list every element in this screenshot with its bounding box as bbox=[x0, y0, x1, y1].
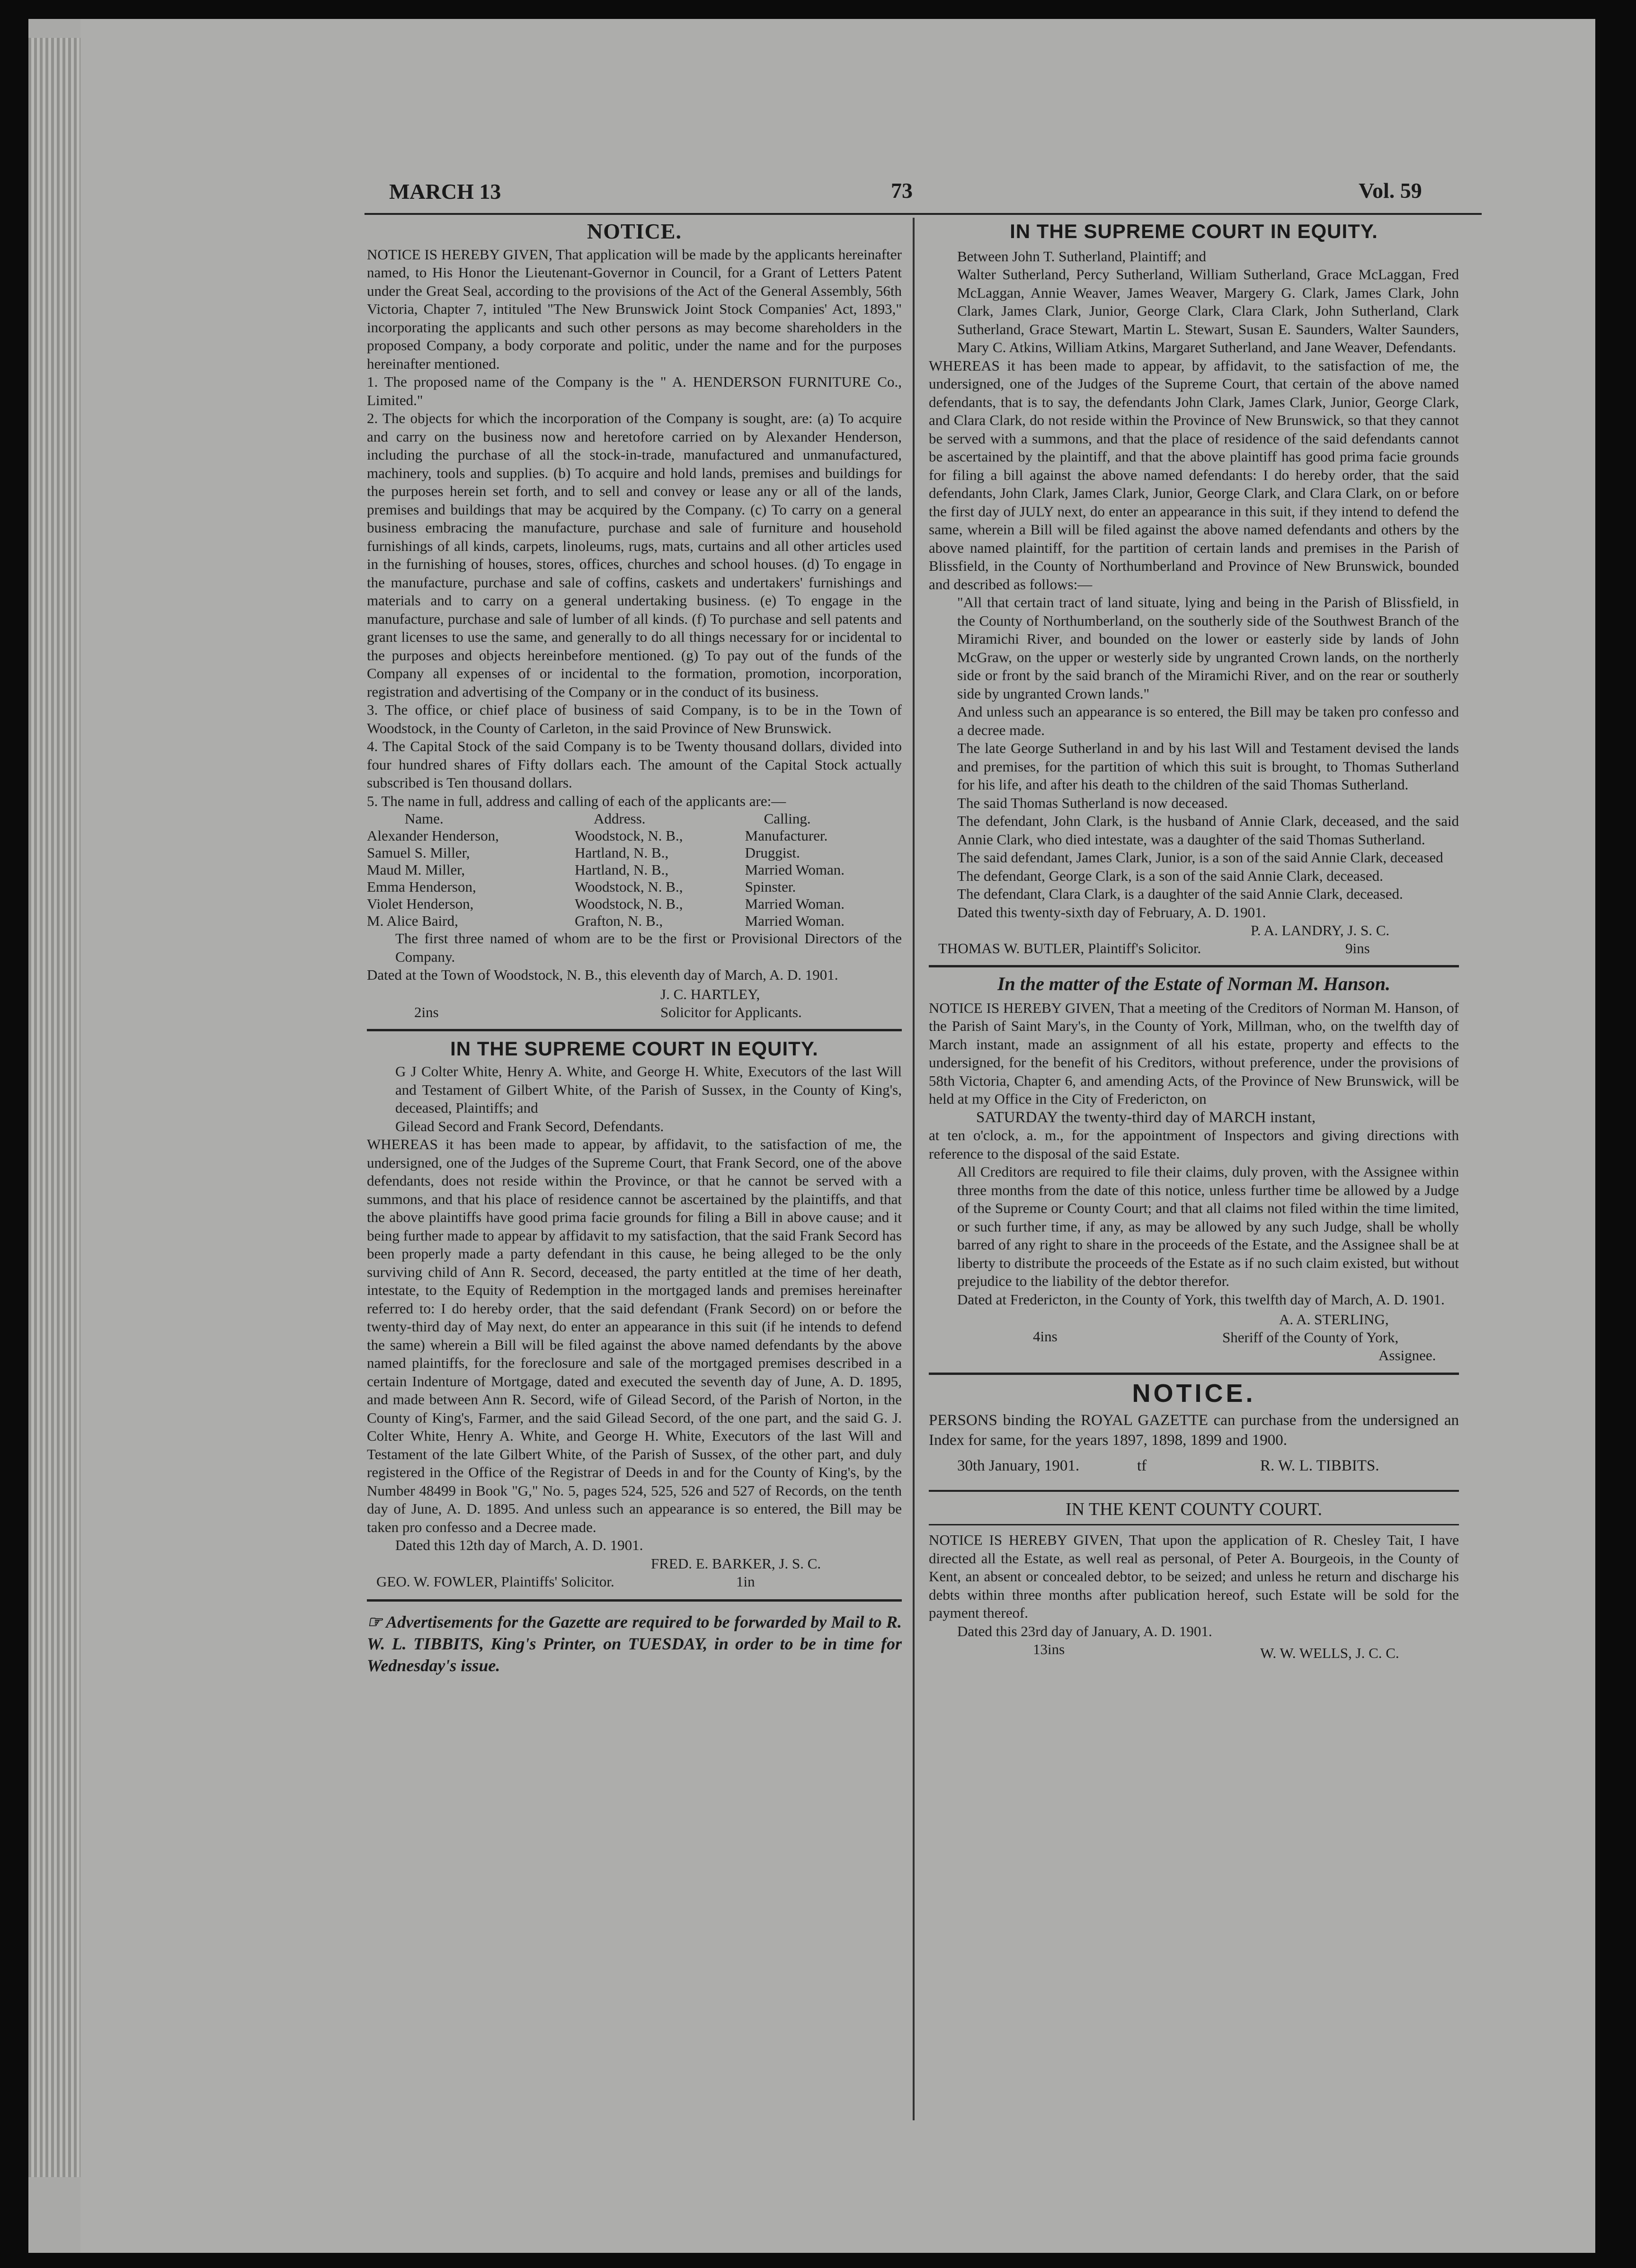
notice-signer-role: Solicitor for Applicants. bbox=[660, 1003, 802, 1020]
applicant-address: Woodstock, N. B., bbox=[575, 895, 683, 912]
applicant-calling: Married Woman. bbox=[745, 913, 845, 929]
applicant-calling: Spinster. bbox=[745, 878, 796, 895]
col-header-address: Address. bbox=[594, 810, 646, 827]
estate-meeting: SATURDAY the twenty-third day of MARCH instant, bbox=[976, 1108, 1316, 1126]
table-row bbox=[367, 827, 902, 844]
index-notice-signature bbox=[929, 1457, 1459, 1485]
section-rule bbox=[929, 1373, 1459, 1375]
left-equity-dated: Dated this 12th day of March, A. D. 1901. bbox=[395, 1537, 643, 1553]
left-equity-defendants: Gilead Secord and Frank Secord, Defendants. bbox=[395, 1117, 664, 1134]
header-page-number: 73 bbox=[891, 178, 913, 203]
left-equity-body: WHEREAS it has been made to appear, by affidavit, to the satisfaction of me, the undersigned, one of the Judges of the Supreme Court, that Frank Secord, one of the above defendants, does not reside within the Province, or that he cannot be served with a summons, and that his place of residence cannot be ascertained by the plaintiffs, and that the above plaintiffs have good prima facie grounds for filing a Bill in above cause; and it being further made to appear by affidavit to my satisfaction, that the said Frank Secord has been properly made a party defendant in this cause, he being alleged to be the only surviving child of Ann R. Secord, deceased, the party entitled at the time of her death, intestate, to the Equity of Redemption in the mortgaged lands and premises hereinafter referred to: I do hereby order, that the said defendant (Frank Secord) on or before the twenty-third day of May next, do enter an appearance in this suit (if he intends to defend the same) wherein a Bill will be filed against the above named defendants by the above named plaintiffs, for the foreclosure and sale of the mortgaged premises described in a certain Indenture of Mortgage, dated and executed the seventh day of June, A. D. 1895, and made between Ann R. Secord, wife of Gilead Secord, of the Parish of Norton, in the County of King's, Farmer, and the said Gilead Secord, of the one part, and the said G. J. Colter White, Henry A. White, and George H. White, Executors of the last Will and Testament of the late Gilbert White, of the Parish of Sussex, of the other part, and duly registered in the Office of the Registrar of Deeds in and for the County of King's, by the Number 48499 in Book "G," No. 5, pages 524, 525, 526 and 527 of Records, on the tenth day of June, A. D. 1895. And unless such an appearance is so entered, the Bill may be taken pro confesso and a Decree made. bbox=[367, 1136, 902, 1535]
right-equity-unless: And unless such an appearance is so entered, the Bill may be taken pro confesso and a decree made. bbox=[957, 703, 1459, 738]
notice-signature-block bbox=[367, 984, 902, 1022]
notice-para-5: 5. The name in full, address and calling of each of the applicants are:— bbox=[367, 792, 786, 809]
applicants-table bbox=[367, 810, 902, 930]
right-equity-judge: P. A. LANDRY, J. S. C. bbox=[1251, 922, 1390, 939]
kent-title: IN THE KENT COUNTY COURT. bbox=[1065, 1499, 1322, 1519]
right-equity-james: The said defendant, James Clark, Junior, is a son of the said Annie Clark, deceased bbox=[957, 849, 1443, 866]
table-row bbox=[367, 913, 902, 930]
right-equity-thomas: The said Thomas Sutherland is now deceased. bbox=[957, 794, 1228, 811]
estate-time: at ten o'clock, a. m., for the appointment of Inspectors and giving directions with reference to the disposal of the said Estate. bbox=[929, 1127, 1459, 1162]
page-stack-edges bbox=[28, 38, 80, 2177]
applicant-name: Violet Henderson, bbox=[367, 895, 474, 912]
applicant-address: Woodstock, N. B., bbox=[575, 878, 683, 895]
table-row bbox=[367, 895, 902, 913]
notice-para-4: 4. The Capital Stock of the said Company is to be Twenty thousand dollars, divided into four hundred shares of Fifty dollars each. The amount of the Capital Stock actually subscribed is Ten thousand dollars. bbox=[367, 738, 902, 791]
pointing-hand-icon: ☞ bbox=[367, 1612, 382, 1631]
left-equity-judge: FRED. E. BARKER, J. S. C. bbox=[651, 1555, 821, 1572]
index-notice-body: PERSONS binding the ROYAL GAZETTE can purchase from the undersigned an Index for same, for the years 1897, 1898, 1899 and 1900. bbox=[929, 1411, 1459, 1449]
notice-intro: NOTICE IS HEREBY GIVEN, That application will be made by the applicants hereinafter named, to His Honor the Lieutenant-Governor in Council, for a Grant of Letters Patent under the Great Seal, according to the provisions of the Act of the General Assembly, 56th Victoria, Chapter 7, intituled "The New Brunswick Joint Stock Companies' Act, 1893," incorporating the applicants and such other persons as may become shareholders in the proposed Company, a body corporate and politic, under the name and for the purposes hereinafter mentioned. bbox=[367, 246, 902, 372]
header-date: MARCH 13 bbox=[389, 179, 501, 204]
applicant-calling: Druggist. bbox=[745, 844, 800, 861]
right-equity-solicitor: THOMAS W. BUTLER, Plaintiff's Solicitor. bbox=[938, 940, 1201, 957]
applicant-name: Samuel S. Miller, bbox=[367, 844, 470, 861]
index-notice-signer: R. W. L. TIBBITS. bbox=[1260, 1457, 1379, 1474]
left-equity-signature bbox=[367, 1555, 902, 1593]
index-notice-date: 30th January, 1901. bbox=[957, 1457, 1080, 1474]
advert-text: Advertisements for the Gazette are required to be forwarded by Mail to R. W. L. TIBBITS, King's Printer, on TUESDAY, in order to be in time for Wednesday's issue. bbox=[367, 1612, 902, 1675]
section-rule bbox=[929, 965, 1459, 967]
applicants-header-row bbox=[367, 810, 902, 827]
header-volume: Vol. 59 bbox=[1359, 178, 1422, 203]
column-divider bbox=[913, 218, 915, 2120]
kent-dated: Dated this 23rd day of January, A. D. 1901. bbox=[957, 1622, 1212, 1639]
applicant-name: Maud M. Miller, bbox=[367, 861, 465, 878]
right-equity-will: The late George Sutherland in and by his last Will and Testament devised the lands and premises, for the partition of which this suit is brought, to Thomas Sutherland for his life, and after his death to the children of the said Thomas Sutherland. bbox=[957, 740, 1459, 793]
left-equity-insertions: 1in bbox=[736, 1573, 755, 1590]
right-column bbox=[929, 222, 1459, 1669]
right-equity-george: The defendant, George Clark, is a son of the said Annie Clark, deceased. bbox=[957, 867, 1383, 884]
applicant-name: Emma Henderson, bbox=[367, 878, 476, 895]
applicant-calling: Married Woman. bbox=[745, 895, 845, 912]
right-equity-body: WHEREAS it has been made to appear, by affidavit, to the satisfaction of me, the undersigned, one of the Judges of the Supreme Court, that certain of the above named defendants, that is to say, the defendants John Clark, James Clark, Junior, George Clark, and Clara Clark, do not reside within the Province of New Brunswick, so that they cannot be served with a summons, and that the place of residence of the said defendants cannot be ascertained by the plaintiff, and that the above plaintiff has good prima facie grounds for filing a bill against the above named defendants: I do hereby order, that the said defendants, John Clark, James Clark, Junior, George Clark, and Clara Clark, on or before the first day of JULY next, do enter an appearance in this suit, if they intend to defend the same, wherein a Bill will be filed against the above named defendants and others by the above named plaintiff, for the partition of certain lands and premises in the Parish of Blissfield, in the County of Northumberland and Province of New Brunswick, bounded and described as follows:— bbox=[929, 357, 1459, 593]
table-row bbox=[367, 861, 902, 878]
section-rule bbox=[367, 1029, 902, 1031]
applicant-address: Woodstock, N. B., bbox=[575, 827, 683, 844]
kent-body: NOTICE IS HEREBY GIVEN, That upon the application of R. Chesley Tait, I have directed all the Estate, as well real as personal, of Peter A. Bourgeois, in the County of Kent, an absent or concealed debtor, to be seized; and unless he return and discharge his debts within three months after publication hereof, such Estate will be sold for the payment thereof. bbox=[929, 1532, 1459, 1621]
applicant-address: Hartland, N. B., bbox=[575, 861, 669, 878]
notice-para-2: 2. The objects for which the incorporation of the Company is sought, are: (a) To acquire and carry on the business now and heretofore carried on by Alexander Henderson, including the purchase of all the stock-in-trade, manufactured and unmanufactured, machinery, tools and supplies. (b) To acquire and hold lands, premises and buildings for the purposes herein set forth, and to sell and convey or lease any or all of the lands, premises and buildings that may be acquired by the Company. (c) To carry on a general business embracing the manufacture, purchase and sale of furniture and household furnishings of all kinds, carpets, linoleums, rugs, mats, curtains and all other articles used in the furnishing of houses, stores, offices, churches and school houses. (d) To engage in the manufacture, purchase and sale of coffins, caskets and undertakers' furnishings and materials and to carry on a general undertaking business. (e) To engage in the manufacture, purchase and sale of lumber of all kinds. (f) To purchase and sell patents and grant licenses to use the same, and generally to do all things necessary for or incidental to the purposes and objects hereinbefore mentioned. (g) To pay out of the funds of the Company all expenses of or incidental to the formation, promotion, incorporation, registration and advertising of the Company or in the conduct of its business. bbox=[367, 410, 902, 700]
col-header-calling: Calling. bbox=[764, 810, 811, 827]
kent-signature bbox=[929, 1640, 1459, 1669]
table-row bbox=[367, 878, 902, 895]
applicant-address: Hartland, N. B., bbox=[575, 844, 669, 861]
section-rule bbox=[929, 1524, 1459, 1525]
right-equity-clara: The defendant, Clara Clark, is a daughter of the said Annie Clark, deceased. bbox=[957, 886, 1403, 902]
estate-title: In the matter of the Estate of Norman M. Hanson. bbox=[997, 973, 1391, 994]
left-equity-solicitor: GEO. W. FOWLER, Plaintiffs' Solicitor. bbox=[376, 1573, 614, 1590]
estate-signer-role: Sheriff of the County of York, bbox=[1222, 1329, 1399, 1346]
left-equity-title: IN THE SUPREME COURT IN EQUITY. bbox=[450, 1037, 818, 1060]
left-column bbox=[367, 219, 902, 1676]
notice-directors: The first three named of whom are to be the first or Provisional Directors of the Company. bbox=[395, 930, 902, 965]
kent-signer: W. W. WELLS, J. C. C. bbox=[1260, 1645, 1399, 1661]
right-equity-insertions: 9ins bbox=[1345, 940, 1370, 957]
applicant-name: M. Alice Baird, bbox=[367, 913, 458, 929]
estate-signer: A. A. STERLING, bbox=[1279, 1311, 1389, 1328]
left-equity-parties: G J Colter White, Henry A. White, and George H. White, Executors of the last Will and Testament of Gilbert White, of the Parish of Sussex, in the County of King's, deceased, Plaintiffs; and bbox=[395, 1063, 902, 1116]
gazette-page bbox=[28, 19, 1595, 2253]
notice-title: NOTICE. bbox=[587, 219, 682, 243]
right-equity-quote: "All that certain tract of land situate, lying and being in the Parish of Blissfield, in the County of Northumberland, on the southerly side of the Southwest Branch of the Miramichi River, and bounded on the lower or easterly side by lands of John McGraw, on the upper or westerly side by ungranted Crown lands, on the northerly side or front by the said branch of the Miramichi River, and on the rear or southerly side by ungranted Crown lands." bbox=[957, 594, 1459, 702]
section-rule bbox=[367, 1599, 902, 1602]
estate-body: NOTICE IS HEREBY GIVEN, That a meeting of the Creditors of Norman M. Hanson, of the Parish of Saint Mary's, in the County of York, Millman, who, on the twelfth day of March instant, made an assignment of all his estate, property and effects to the undersigned, for the benefit of his Creditors, without preference, under the provisions of 58th Victoria, Chapter 6, and amending Acts, of the Province of New Brunswick, will be held at my Office in the City of Fredericton, on bbox=[929, 999, 1459, 1107]
applicant-name: Alexander Henderson, bbox=[367, 827, 499, 844]
applicant-calling: Manufacturer. bbox=[745, 827, 828, 844]
estate-insertions: 4ins bbox=[1033, 1328, 1058, 1345]
index-notice-title: NOTICE. bbox=[1132, 1379, 1256, 1408]
notice-signer: J. C. HARTLEY, bbox=[660, 985, 760, 1002]
table-row bbox=[367, 844, 902, 861]
applicant-address: Grafton, N. B., bbox=[575, 913, 663, 929]
applicant-calling: Married Woman. bbox=[745, 861, 845, 878]
estate-signature bbox=[929, 1309, 1459, 1368]
notice-dated: Dated at the Town of Woodstock, N. B., this eleventh day of March, A. D. 1901. bbox=[367, 966, 838, 983]
notice-insertions: 2ins bbox=[414, 1003, 439, 1020]
estate-creditors: All Creditors are required to file their claims, duly proven, with the Assignee within three months from the date of this notice, unless further time be allowed by a Judge of the Supreme or County Court; and that all claims not filed within the time limited, or such further time, if any, as may be allowed by any such Judge, shall be wholly barred of any right to share in the proceeds of the Estate, and the Assignee shall be at liberty to distribute the proceeds of the Estate as if no such claim existed, but without prejudice to the liability of the debtor therefor. bbox=[957, 1163, 1459, 1289]
right-equity-defendants: Walter Sutherland, Percy Sutherland, William Sutherland, Grace McLaggan, Fred McLaggan, Annie Weaver, James Weaver, Margery G. Clark, James Clark, John Clark, James Clark, Junior, George Clark, Clara Clark, John Sutherland, Clark Sutherland, Grace Stewart, Martin L. Stewart, Susan E. Saunders, Walter Saunders, Mary C. Atkins, William Atkins, Margaret Sutherland, and Jane Weaver, Defendants. bbox=[957, 266, 1459, 355]
col-header-name: Name. bbox=[405, 810, 444, 827]
section-rule bbox=[929, 1490, 1459, 1492]
advert-notice bbox=[367, 1611, 902, 1676]
right-equity-dated: Dated this twenty-sixth day of February, A. D. 1901. bbox=[957, 904, 1266, 921]
notice-para-3: 3. The office, or chief place of business of said Company, is to be in the Town of Woodstock, in the County of Carleton, in the said Province of New Brunswick. bbox=[367, 701, 902, 736]
header-rule bbox=[365, 213, 1482, 215]
right-equity-between: Between John T. Sutherland, Plaintiff; and bbox=[957, 248, 1207, 265]
notice-para-1: 1. The proposed name of the Company is the " A. HENDERSON FURNITURE Co., Limited." bbox=[367, 373, 902, 408]
right-equity-signature bbox=[929, 921, 1459, 959]
estate-signer-role-2: Assignee. bbox=[1378, 1347, 1436, 1364]
right-equity-title: IN THE SUPREME COURT IN EQUITY. bbox=[1010, 220, 1378, 242]
page-sheet bbox=[80, 19, 1595, 2253]
right-equity-john: The defendant, John Clark, is the husband of Annie Clark, deceased, and the said Annie Clark, who died intestate, was a daughter of the said Thomas Sutherland. bbox=[957, 813, 1459, 848]
estate-dated: Dated at Fredericton, in the County of York, this twelfth day of March, A. D. 1901. bbox=[957, 1291, 1445, 1308]
kent-insertions: 13ins bbox=[1033, 1641, 1065, 1657]
index-notice-tf: tf bbox=[1137, 1457, 1147, 1474]
